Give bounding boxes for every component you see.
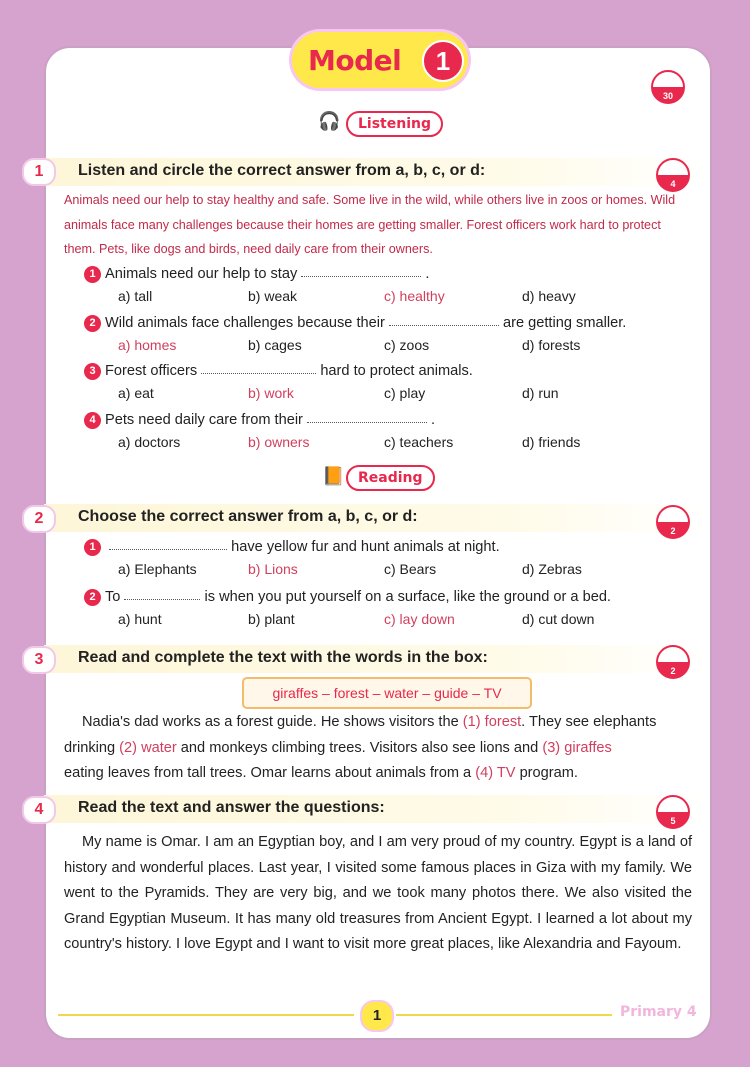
answer-option[interactable]: a) homes <box>118 337 177 353</box>
question-item: 1 Animals need our help to stay . <box>84 264 429 283</box>
answer-3: (3) giraffes <box>542 739 612 756</box>
word-box: giraffes – forest – water – guide – TV <box>242 677 532 709</box>
item-number-bullet: 1 <box>84 539 101 556</box>
answer-option[interactable]: b) weak <box>248 288 298 304</box>
question-item: 2 Wild animals face challenges because their are getting smaller. <box>84 313 626 332</box>
answer-option[interactable]: b) plant <box>248 611 295 627</box>
headphones-icon: 🎧 <box>318 111 341 131</box>
question-3-title: Read and complete the text with the words in the box: <box>78 649 488 666</box>
answer-option[interactable]: a) hunt <box>118 611 162 627</box>
question-2-score: 2 <box>656 505 690 539</box>
grade-label: Primary 4 <box>620 1004 697 1020</box>
answer-option[interactable]: c) zoos <box>384 337 430 353</box>
item-number-bullet: 3 <box>84 363 101 380</box>
question-1-title: Listen and circle the correct answer from a, b, c, or d: <box>78 162 486 179</box>
completion-text: Nadia's dad works as a forest guide. He shows visitors the (1) forest. They see elephants drinking (2) water and monkeys climbing trees. Visitors also see lions and (3) giraffes eating leaves from tall trees. Omar learns about animals from a (4) TV program. <box>64 714 657 781</box>
model-number: 1 <box>422 40 464 82</box>
question-3-score: 2 <box>656 645 690 679</box>
answer-1: (1) forest <box>462 714 522 730</box>
answer-4: (4) TV <box>475 765 516 781</box>
answer-option[interactable]: d) forests <box>522 337 581 353</box>
answer-option[interactable]: a) eat <box>118 385 154 401</box>
answer-option[interactable]: a) Elephants <box>118 561 197 577</box>
answer-option[interactable]: c) healthy <box>384 288 445 304</box>
page-number: 1 <box>360 1000 394 1032</box>
answer-option[interactable]: d) heavy <box>522 288 576 304</box>
question-1-score: 4 <box>656 158 690 192</box>
question-item: 3 Forest officers hard to protect animals. <box>84 361 473 380</box>
question-4-number: 4 <box>22 796 56 824</box>
total-score-badge: 30 <box>651 70 685 104</box>
listening-label: Listening <box>346 111 443 137</box>
reading-passage: My name is Omar. I am an Egyptian boy, and I am very proud of my country. Egypt is a land of history and wonderful places. Last year, I visited some famous places in Giza with my family. We went to the Pyramids. They are very big, and we took many photos there. We also visited the Grand Egyptian Museum. It has many old treasures from Ancient Egypt. I learned a lot about my country's history. I love Egypt and I want to visit more great places, like Alexandria and Fayoum. <box>64 834 692 952</box>
answer-option[interactable]: b) work <box>248 385 294 401</box>
answer-blank[interactable] <box>109 537 227 550</box>
answer-blank[interactable] <box>389 313 499 326</box>
item-number-bullet: 1 <box>84 266 101 283</box>
page-title: Model <box>308 44 402 77</box>
footer-divider-right <box>396 1014 612 1016</box>
answer-option[interactable]: c) Bears <box>384 561 437 577</box>
answer-option[interactable]: d) friends <box>522 434 581 450</box>
item-number-bullet: 2 <box>84 315 101 332</box>
answer-blank[interactable] <box>307 410 427 423</box>
answer-option[interactable]: b) Lions <box>248 561 298 577</box>
footer-divider-left <box>58 1014 354 1016</box>
answer-2: (2) water <box>119 739 177 756</box>
question-item: 1 have yellow fur and hunt animals at night. <box>84 537 500 556</box>
answer-option[interactable]: c) lay down <box>384 611 455 627</box>
question-item: 4 Pets need daily care from their . <box>84 410 435 429</box>
answer-option[interactable]: b) cages <box>248 337 302 353</box>
answer-option[interactable]: a) tall <box>118 288 153 304</box>
question-2-title: Choose the correct answer from a, b, c, or d: <box>78 508 418 525</box>
answer-option[interactable]: a) doctors <box>118 434 181 450</box>
answer-blank[interactable] <box>301 264 421 277</box>
answer-option[interactable]: c) teachers <box>384 434 454 450</box>
book-icon: 📙 <box>322 466 345 486</box>
answer-blank[interactable] <box>124 587 200 600</box>
item-number-bullet: 4 <box>84 412 101 429</box>
item-number-bullet: 2 <box>84 589 101 606</box>
answer-option[interactable]: b) owners <box>248 434 310 450</box>
reading-label: Reading <box>346 465 435 491</box>
question-1-number: 1 <box>22 158 56 186</box>
question-4-score: 5 <box>656 795 690 829</box>
question-3-number: 3 <box>22 646 56 674</box>
listening-passage: Animals need our help to stay healthy and safe. Some live in the wild, while others live in zoos or homes. Wild animals face many challenges because their homes are getting smaller. Forest officers work hard to protect them. Pets, like dogs and birds, need daily care from their owners. <box>64 193 676 256</box>
answer-blank[interactable] <box>201 361 316 374</box>
answer-option[interactable]: d) run <box>522 385 559 401</box>
answer-option[interactable]: c) play <box>384 385 426 401</box>
answer-option[interactable]: d) Zebras <box>522 561 582 577</box>
question-4-title: Read the text and answer the questions: <box>78 799 385 816</box>
question-2-number: 2 <box>22 505 56 533</box>
question-item: 2 To is when you put yourself on a surface, like the ground or a bed. <box>84 587 611 606</box>
answer-option[interactable]: d) cut down <box>522 611 595 627</box>
